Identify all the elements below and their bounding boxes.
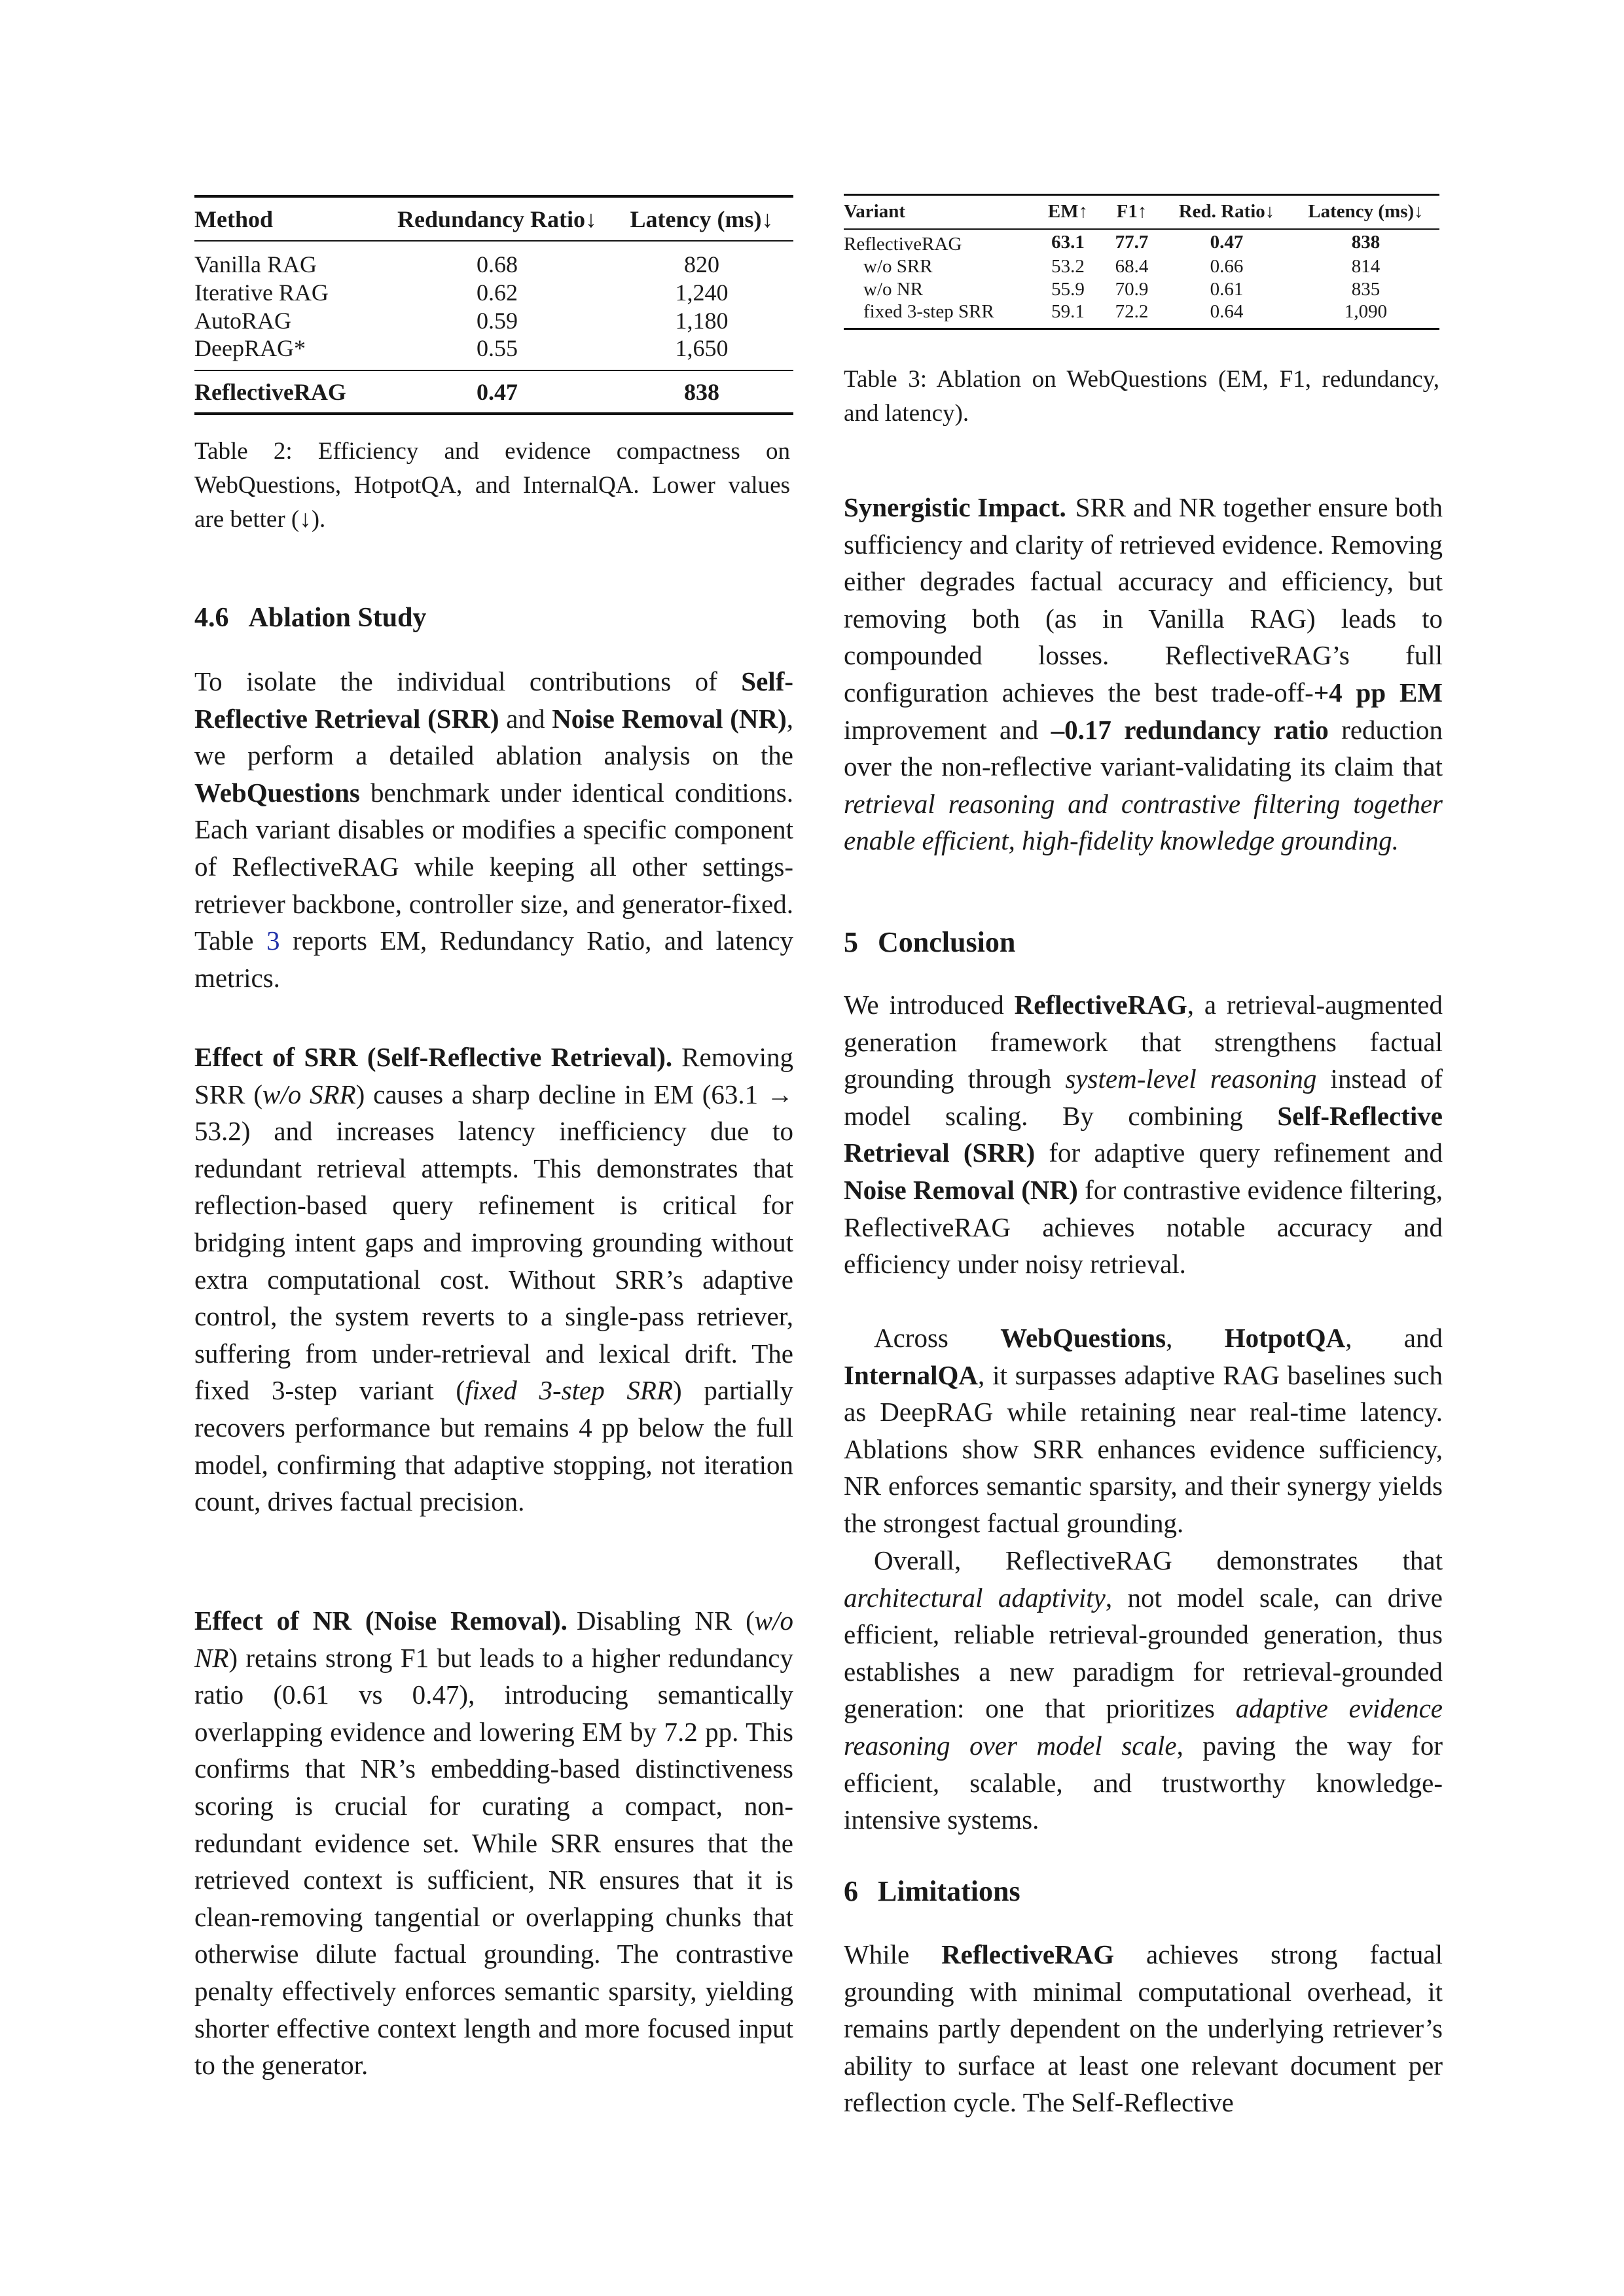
section-heading-5 (844, 925, 1015, 959)
table-header-cell: Variant (844, 201, 905, 223)
text-run: and (499, 703, 552, 734)
table-3-caption: Table 3: Ablation on WebQuestions (EM, F1, redundancy, and latency). (844, 366, 1439, 427)
conclusion-paragraph-1 (844, 986, 1443, 1283)
table-header-row (844, 195, 1439, 229)
text-run: We introduced (844, 990, 1015, 1020)
table-2 (194, 195, 793, 415)
table-header-row (194, 196, 793, 241)
table-row (194, 334, 793, 370)
nr-effect-paragraph (194, 1602, 793, 2084)
text-run: ) partially recovers performance but remains 4 pp below the full model, confirming that adaptive stopping, not iteration count, drives factual precision. (194, 1375, 793, 1517)
section-title: Limitations (878, 1875, 1020, 1907)
table-header-cell: Redundancy Ratio↓ (397, 206, 598, 232)
bold-term: Self-Reflective Retrieval (SRR) (194, 666, 793, 734)
conclusion-paragraph-2 (844, 1319, 1443, 1542)
table-cell: 0.64 (1210, 300, 1244, 322)
text-run: benchmark under identical conditions. Each variant disables or modifies a specific component of ReflectiveRAG while keeping all other settings-retriever backbone, controller size, and generator-fixed. Table (194, 777, 793, 956)
table-cell: 0.62 (477, 279, 518, 306)
text-run: instead of model scaling. By combining (844, 1064, 1443, 1131)
section-number: 6 (844, 1875, 858, 1907)
italic-term: adaptive evidence reasoning over model scale (844, 1693, 1443, 1761)
text-run: , we perform a detailed ablation analysis on the (194, 703, 794, 771)
text-run: SRR and NR together ensure both sufficiency and clarity of retrieved evidence. Removing either degrades factual accuracy and efficiency, but removing both (as in Vanilla RAG) leads to compounded losses. ReflectiveRAG’s full configuration achieves the best trade-off- (844, 492, 1443, 708)
text-run: To isolate the individual contributions of (194, 666, 742, 696)
table-row (194, 306, 793, 334)
table-cell: 838 (684, 378, 719, 405)
synergistic-impact-paragraph (844, 489, 1443, 859)
table-cell: 1,180 (675, 307, 729, 334)
conclusion-paragraph-3 (844, 1542, 1443, 1839)
section-number: 4.6 (194, 603, 229, 633)
bold-term: ReflectiveRAG (941, 1939, 1115, 1969)
text-run: , and (1345, 1323, 1443, 1353)
section-title: Ablation Study (248, 603, 427, 633)
run-in-heading: Effect of SRR (Self-Reflective Retrieval). (194, 1042, 673, 1072)
table-row (194, 241, 793, 278)
table-cell: 77.7 (1115, 231, 1149, 253)
bold-term: +4 pp EM (1313, 677, 1443, 708)
table-cell: AutoRAG (194, 307, 292, 334)
srr-effect-paragraph (194, 1039, 793, 1520)
table-cell: 59.1 (1051, 300, 1085, 322)
text-run: While (844, 1939, 942, 1969)
table-header-cell: F1↑ (1116, 201, 1147, 223)
table-2-caption: Table 2: Efficiency and evidence compactness on WebQuestions, HotpotQA, and InternalQA. Lower values are better (↓). (194, 438, 790, 533)
table-cell: 63.1 (1051, 231, 1085, 253)
table-row (194, 278, 793, 306)
table-cell: 0.47 (1210, 231, 1244, 253)
table-cell: 72.2 (1115, 300, 1149, 322)
bold-term: WebQuestions (194, 777, 360, 808)
bold-term: HotpotQA (1224, 1323, 1346, 1353)
text-run: for contrastive evidence filtering, ReflectiveRAG achieves notable accuracy and efficiency under noisy retrieval. (844, 1174, 1443, 1280)
table-cell: 820 (684, 251, 719, 278)
table-cell: ReflectiveRAG (194, 378, 346, 405)
table-cell: 70.9 (1115, 278, 1149, 300)
italic-term: w/o SRR (262, 1079, 356, 1109)
table-header-cell: Red. Ratio↓ (1178, 201, 1275, 223)
bold-term: Noise Removal (NR) (552, 703, 787, 734)
table-cell: 53.2 (1051, 255, 1085, 277)
text-run: achieves strong factual grounding with minimal computational overhead, it remains partly dependent on the underlying retriever’s ability to surface at least one relevant document per reflection cycle. The Self-Reflective (844, 1939, 1443, 2118)
table-cell: w/o SRR (863, 255, 933, 277)
table-cell: Iterative RAG (194, 279, 329, 306)
table-cell: 1,090 (1344, 300, 1388, 322)
bold-term: InternalQA (844, 1359, 978, 1390)
table-row (844, 255, 1439, 278)
table-cell: Vanilla RAG (194, 251, 317, 278)
text-run: reports EM, Redundancy Ratio, and latency metrics. (194, 925, 793, 993)
text-run: , a retrieval-augmented generation framework that strengthens factual grounding through (844, 990, 1443, 1094)
text-run: , (1166, 1323, 1225, 1353)
section-heading-6 (844, 1874, 1020, 1908)
ablation-intro-paragraph (194, 663, 793, 996)
section-title: Conclusion (878, 926, 1016, 958)
table-cell: 814 (1351, 255, 1380, 277)
table-header-cell: EM↑ (1047, 201, 1089, 223)
text-run: ) retains strong F1 but leads to a higher redundancy ratio (0.61 vs 0.47), introducing semantically overlapping evidence and lowering EM by 7.2 pp. This confirms that NR’s embedding-based distinctiveness scoring is crucial for curating a compact, non-redundant evidence set. While SRR ensures that the retrieved context is sufficient, NR ensures that it is clean-removing tangential or overlapping chunks that otherwise dilute factual grounding. The contrastive penalty effectively enforces semantic sparsity, yielding shorter effective context length and more focused input to the generator. (194, 1642, 793, 2081)
table-cell: 0.59 (477, 307, 518, 334)
run-in-heading: Effect of NR (Noise Removal). (194, 1605, 568, 1636)
text-run: ) causes a sharp decline in EM (63.1 → 53.2) and increases latency inefficiency due to redundant retrieval attempts. This demonstrates that reflection-based query refinement is critical for bridging intent gaps and improving grounding without extra computational cost. Without SRR’s adaptive control, the system reverts to a single-pass retriever, suffering from under-retrieval and lexical drift. The fixed 3-step variant ( (194, 1079, 793, 1406)
table-cell: DeepRAG* (194, 335, 306, 361)
table-row (844, 301, 1439, 329)
bold-term: Noise Removal (NR) (844, 1174, 1078, 1205)
table-cell: 0.66 (1210, 255, 1244, 277)
table-cell: w/o NR (863, 278, 924, 300)
table-header-cell: Method (194, 206, 273, 232)
table-cell: 0.55 (477, 335, 518, 361)
text-run: Disabling NR ( (576, 1605, 755, 1636)
text-run: Removing SRR ( (194, 1042, 793, 1109)
table-cell: 1,650 (675, 335, 729, 361)
italic-term: w/o NR (194, 1605, 793, 1673)
table-3 (844, 194, 1439, 330)
table-reference-link[interactable]: 3 (266, 925, 280, 956)
bold-term: ReflectiveRAG (1014, 990, 1187, 1020)
bold-term: Self-Reflective Retrieval (SRR) (844, 1100, 1443, 1168)
table-row-full-model (844, 229, 1439, 255)
text-run: , not model scale, can drive efficient, reliable retrieval-grounded generation, thus establishes a new paradigm for retrieval-grounded generation: one that prioritizes (844, 1582, 1443, 1724)
text-run: , paving the way for efficient, scalable, and trustworthy knowledge-intensive systems. (844, 1730, 1443, 1835)
limitations-paragraph (844, 1936, 1443, 2121)
section-heading-4-6 (194, 602, 426, 634)
table-row (844, 278, 1439, 301)
italic-term: fixed 3-step SRR (465, 1375, 673, 1406)
text-run: reduction over the non-reflective variant-validating its claim that (844, 714, 1443, 782)
italic-term: retrieval reasoning and contrastive filtering together enable efficient, high-fidelity knowledge grounding. (844, 788, 1443, 856)
table-cell: 0.61 (1210, 278, 1244, 300)
table-row-best (194, 370, 793, 414)
table-header-cell: Latency (ms)↓ (1308, 201, 1424, 223)
italic-term: architectural adaptivity (844, 1582, 1106, 1613)
table-header-cell: Latency (ms)↓ (630, 206, 774, 232)
table-cell: 835 (1351, 278, 1380, 300)
bold-term: –0.17 redundancy ratio (1051, 714, 1329, 745)
table-cell: 838 (1351, 231, 1380, 253)
text-run: Across (874, 1323, 1001, 1353)
text-run: improvement and (844, 714, 1051, 745)
bold-term: WebQuestions (1000, 1323, 1166, 1353)
italic-term: system-level reasoning (1065, 1064, 1317, 1094)
table-cell: ReflectiveRAG (844, 233, 962, 255)
table-cell: 68.4 (1115, 255, 1149, 277)
text-run: Overall, ReflectiveRAG demonstrates that (874, 1545, 1443, 1575)
table-cell: 0.68 (477, 251, 518, 278)
table-cell: 0.47 (477, 378, 518, 405)
text-run: for adaptive query refinement and (1035, 1138, 1443, 1168)
table-cell: 55.9 (1051, 278, 1085, 300)
table-cell: fixed 3-step SRR (863, 300, 994, 322)
run-in-heading: Synergistic Impact. (844, 492, 1066, 522)
text-run: , it surpasses adaptive RAG baselines such as DeepRAG while retaining near real-time latency. Ablations show SRR enhances evidence sufficiency, NR enforces semantic sparsity, and their synergy yields the strongest factual grounding. (844, 1359, 1443, 1538)
table-cell: 1,240 (675, 279, 729, 306)
section-number: 5 (844, 926, 858, 958)
